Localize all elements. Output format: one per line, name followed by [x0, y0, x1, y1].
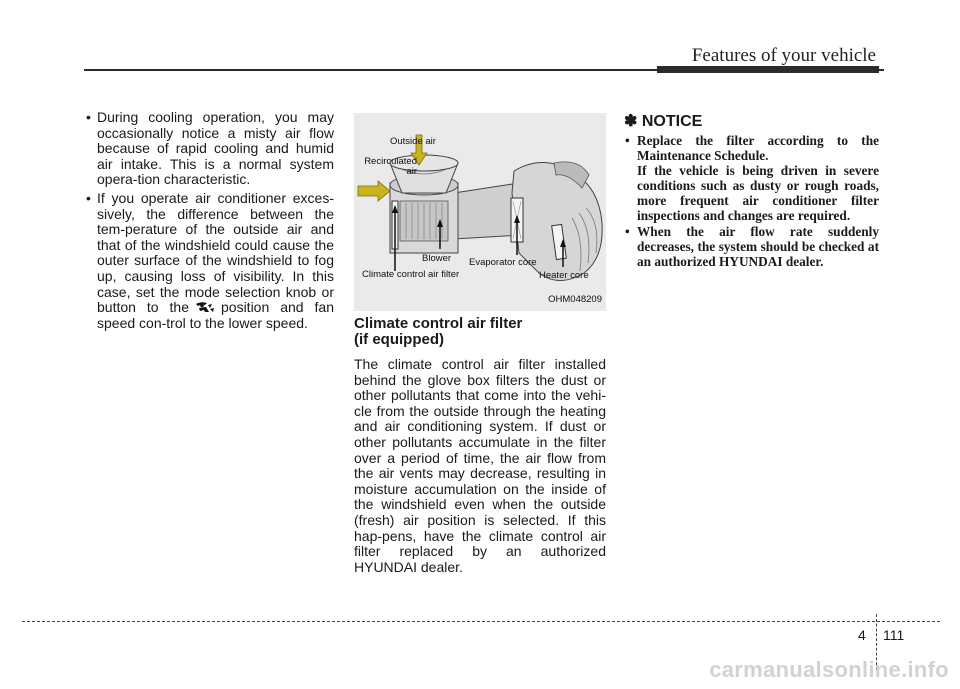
running-header: Features of your vehicle	[691, 45, 876, 66]
left-column	[84, 110, 334, 334]
notice-list	[624, 133, 879, 269]
right-column	[624, 113, 879, 269]
figure-code: OHM048209	[548, 294, 602, 306]
bullet-list	[84, 110, 334, 331]
defrost-floor-mode-icon	[193, 300, 217, 314]
label-recirculated-air: Recirculated air	[364, 156, 417, 177]
notice-title: ✽ NOTICE	[624, 113, 703, 130]
middle-column	[354, 113, 606, 575]
label-blower: Blower	[422, 253, 452, 264]
label-climate-filter: Climate control air filter	[362, 269, 460, 280]
section-title-line2: (if equipped)	[354, 331, 444, 348]
section-title-line1: Climate control air filter	[354, 315, 523, 332]
header-rule-accent	[657, 66, 879, 73]
hvac-diagram	[354, 113, 606, 311]
bullet-misty-airflow: • During cooling operation, you may occasionally notice a misty air flow because of rapid cooling and humid air intake. This is a normal system opera-tion characteristic.	[84, 110, 334, 188]
section-title	[354, 316, 606, 348]
bullet-fog-text-after: position and fan speed con-trol to the lower speed.	[97, 299, 335, 331]
bullet-fog-text-before: If you operate air conditioner exces-sively, the difference between the tem-perature of the outside air and that of the windshield could cause the outer surface of the windshield to fog up, causing loss of visibility. In this case, set the mode selection knob or button to the	[97, 189, 334, 316]
page-number: 111	[883, 627, 905, 643]
notice-item-schedule: • Replace the filter according to the Maintenance Schedule. If the vehicle is being driven in severe conditions such as dusty or rough roads, more frequent air conditioner filter inspections and changes are required.	[624, 133, 879, 224]
label-evaporator-core: Evaporator core	[469, 257, 537, 268]
bullet-windshield-fog	[84, 191, 334, 331]
section-body: The climate control air filter installed behind the glove box filters the dust or other pollutants that come into the vehi-cle from the outside through the heating and air conditioning system. If dust or other pollutants accumulate in the filter over a period of time, the air flow from the air vents may decrease, resulting in moisture accumulation on the inside of the windshield even when the outside (fresh) air position is selected. If this hap-pens, have the climate control air filter replaced by an authorized HYUNDAI dealer.	[354, 356, 606, 575]
watermark: carmanualsonline.info	[709, 657, 949, 682]
label-outside-air: Outside air	[390, 136, 436, 147]
footer-rule	[22, 621, 940, 622]
notice-item-airflow: • When the air flow rate suddenly decreases, the system should be checked at an authorized HYUNDAI dealer.	[624, 224, 879, 269]
label-heater-core: Heater core	[539, 270, 589, 281]
chapter-number: 4	[858, 627, 866, 643]
